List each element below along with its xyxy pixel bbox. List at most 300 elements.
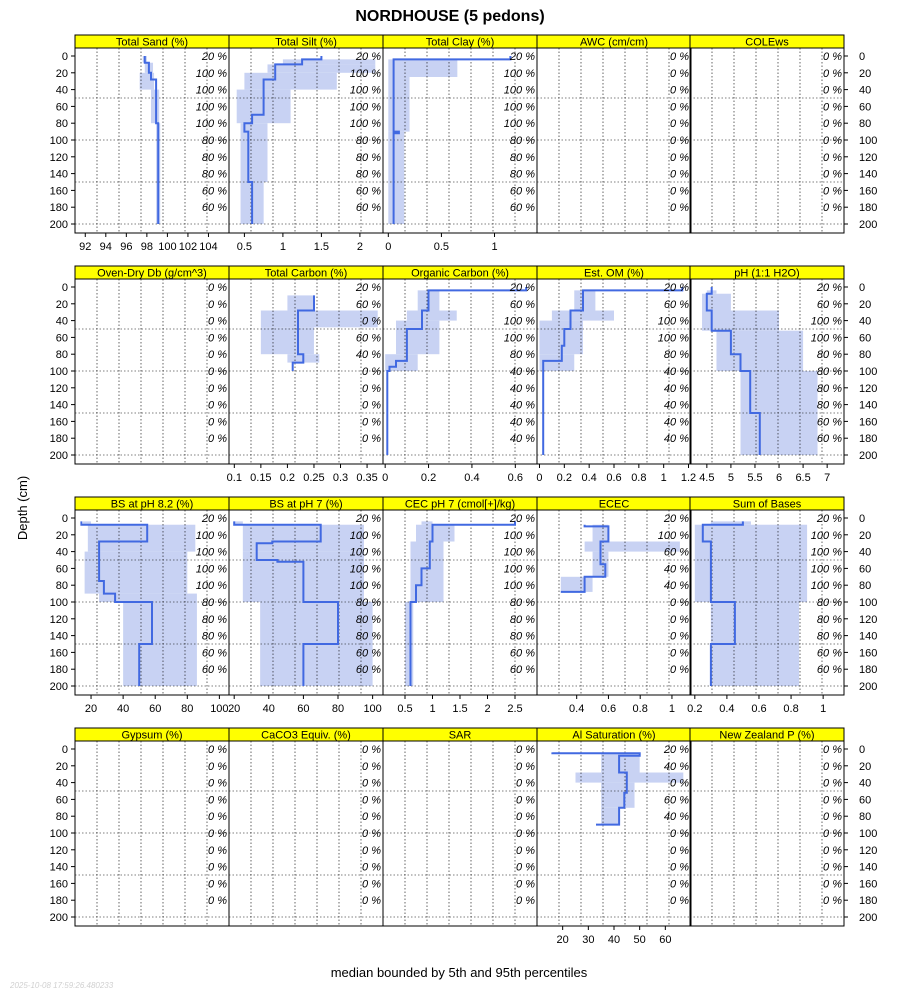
x-tick-label: 80 (331, 703, 345, 715)
depth-tick-label: 0 (61, 744, 68, 756)
pedon-count-label: 0 % (823, 878, 842, 891)
pedon-count-label: 0 % (362, 416, 381, 429)
panel (537, 728, 691, 946)
pedon-count-label: 60 % (201, 647, 227, 660)
x-tick-label: 0.5 (236, 241, 253, 253)
pedon-count-label: 0 % (823, 895, 842, 908)
pedon-count-label: 60 % (663, 298, 689, 311)
pedon-count-label: 100 % (195, 529, 227, 542)
pedon-count-label: 60 % (355, 332, 381, 345)
panel-title: Total Silt (%) (275, 36, 337, 49)
pedon-count-label: 80 % (816, 349, 842, 362)
pedon-count-label: 40 % (663, 580, 689, 593)
pedon-count-label: 0 % (670, 101, 689, 114)
depth-tick-label: 40 (859, 546, 872, 559)
pedon-count-label: 100 % (657, 315, 689, 328)
chart-title: NORDHOUSE (5 pedons) (355, 8, 545, 25)
pedon-count-label: 40 % (663, 366, 689, 378)
pedon-count-label: 80 % (816, 399, 842, 412)
pedon-count-label: 0 % (823, 51, 842, 63)
x-tick-label: 1 (429, 703, 436, 715)
pedon-count-label: 0 % (823, 777, 842, 790)
panel-frame (229, 741, 383, 926)
pedon-count-label: 20 % (663, 282, 689, 294)
x-tick-label: 0.8 (783, 703, 799, 715)
pedon-count-label: 40 % (509, 433, 535, 446)
pedon-count-label: 0 % (670, 828, 689, 840)
pedon-count-label: 0 % (516, 878, 535, 891)
pedon-count-label: 0 % (670, 844, 689, 857)
pedon-count-label: 40 % (509, 399, 535, 412)
pedon-count-label: 100 % (195, 67, 227, 80)
depth-tick-label: 100 (49, 828, 68, 840)
x-tick-label: 0.6 (507, 472, 523, 484)
depth-tick-label: 0 (859, 282, 866, 294)
x-tick-label: 0.4 (464, 472, 480, 484)
pedon-count-label: 60 % (355, 647, 381, 660)
depth-tick-label: 160 (859, 647, 878, 660)
band-group (388, 59, 457, 224)
depth-tick-label: 60 (55, 563, 68, 576)
pedon-count-label: 80 % (201, 597, 227, 609)
pedon-count-label: 80 % (201, 151, 227, 164)
depth-tick-label: 80 (859, 811, 872, 824)
depth-tick-label: 40 (55, 777, 68, 790)
pedon-count-label: 60 % (816, 647, 842, 660)
pedon-count-label: 0 % (208, 416, 227, 429)
percentile-band (552, 311, 614, 321)
pedon-count-label: 0 % (362, 895, 381, 908)
x-tick-label: 0 (382, 472, 389, 484)
x-tick-label: 80 (181, 703, 194, 715)
pedon-count-label: 80 % (816, 630, 842, 643)
depth-tick-label: 60 (55, 101, 68, 114)
x-tick-label: 20 (556, 934, 569, 946)
pedon-count-label: 100 % (349, 563, 381, 576)
pedon-count-label: 20 % (355, 513, 381, 525)
depth-tick-label: 180 (859, 202, 878, 215)
x-tick-label: 0.4 (569, 703, 585, 715)
grid-group (690, 48, 844, 233)
pedon-count-label: 0 % (823, 67, 842, 80)
x-tick-label: 60 (659, 934, 672, 946)
depth-tick-label: 20 (859, 298, 872, 311)
percentile-band (261, 311, 378, 328)
panel-title: BS at pH 8.2 (%) (110, 498, 194, 511)
percentile-band (388, 77, 409, 132)
depth-tick-label: 200 (49, 681, 68, 693)
panel-frame (75, 741, 229, 926)
x-tick-label: 2 (356, 241, 363, 253)
depth-tick-label: 20 (55, 298, 68, 311)
x-tick-label: 0.15 (250, 472, 272, 484)
panel (50, 497, 229, 715)
x-tick-label: 100 (210, 703, 229, 715)
pedon-count-label: 0 % (208, 315, 227, 328)
panel (537, 35, 691, 233)
depth-tick-label: 60 (859, 101, 872, 114)
x-tick-label: 6 (775, 472, 783, 484)
depth-tick-label: 120 (49, 844, 68, 857)
depth-tick-label: 80 (55, 349, 68, 362)
pedon-count-label: 0 % (670, 51, 689, 63)
pedon-count-label: 0 % (208, 433, 227, 446)
depth-tick-label: 0 (859, 513, 866, 525)
percentile-band (388, 59, 457, 77)
depth-tick-label: 180 (49, 895, 68, 908)
x-tick-label: 7 (824, 472, 831, 484)
depth-tick-label: 140 (49, 861, 68, 874)
pedon-count-label: 20 % (509, 51, 535, 63)
x-tick-label: 0.35 (356, 472, 378, 484)
pedon-count-label: 0 % (823, 794, 842, 807)
pedon-count-label: 0 % (362, 811, 381, 824)
pedon-count-label: 100 % (503, 67, 535, 80)
pedon-count-label: 0 % (516, 828, 535, 840)
band-group (539, 290, 614, 371)
x-tick-label: 6.5 (795, 472, 811, 484)
grid-group (383, 741, 537, 926)
pedon-count-label: 0 % (208, 844, 227, 857)
pedon-count-label: 80 % (816, 366, 842, 378)
panel-title: Gypsum (%) (121, 729, 183, 742)
pedon-count-label: 0 % (670, 630, 689, 643)
x-tick-label: 1 (491, 241, 498, 253)
pedon-count-label: 100 % (349, 101, 381, 114)
pedon-count-label: 80 % (509, 168, 535, 181)
x-tick-label: 40 (117, 703, 130, 715)
depth-tick-label: 20 (859, 529, 872, 542)
panel-title: COLEws (745, 36, 789, 49)
pedon-count-label: 40 % (663, 760, 689, 773)
depth-tick-label: 20 (859, 760, 872, 773)
grid-group (537, 48, 691, 233)
percentile-band (388, 132, 404, 224)
depth-tick-label: 180 (49, 664, 68, 677)
depth-tick-label: 40 (55, 546, 68, 559)
pedon-count-label: 0 % (208, 777, 227, 790)
pedon-count-label: 60 % (816, 433, 842, 446)
pedon-count-label: 0 % (670, 878, 689, 891)
panel-frame (537, 48, 691, 233)
pedon-count-label: 0 % (362, 760, 381, 773)
x-tick-label: 1.5 (452, 703, 468, 715)
depth-tick-label: 200 (49, 219, 68, 231)
pedon-count-label: 20 % (816, 513, 842, 525)
pedon-count-label: 80 % (663, 349, 689, 362)
pedon-count-label: 100 % (503, 546, 535, 559)
depth-tick-label: 40 (859, 315, 872, 328)
pedon-count-label: 60 % (509, 298, 535, 311)
depth-tick-label: 200 (859, 681, 878, 693)
depth-tick-label: 60 (859, 794, 872, 807)
pedon-count-label: 100 % (810, 546, 842, 559)
pedon-count-label: 60 % (509, 185, 535, 198)
pedon-count-label: 0 % (670, 202, 689, 215)
panel-title: BS at pH 7 (%) (269, 498, 343, 511)
panel-title: SAR (448, 729, 472, 742)
depth-tick-label: 100 (859, 366, 878, 378)
panel-title: CaCO3 Equiv. (%) (261, 729, 351, 742)
grid-group (229, 741, 383, 926)
pedon-count-label: 0 % (670, 67, 689, 80)
depth-tick-label: 40 (859, 777, 872, 790)
panel (383, 35, 537, 253)
depth-tick-label: 20 (55, 760, 68, 773)
pedon-count-label: 0 % (670, 777, 689, 790)
x-tick-label: 98 (140, 241, 153, 253)
pedon-count-label: 60 % (201, 202, 227, 215)
depth-tick-label: 140 (859, 630, 878, 643)
pedon-count-label: 100 % (503, 315, 535, 328)
pedon-count-label: 100 % (810, 315, 842, 328)
pedon-count-label: 0 % (362, 399, 381, 412)
x-tick-label: 0.6 (600, 703, 617, 715)
panel (50, 728, 229, 926)
depth-tick-label: 120 (859, 382, 878, 395)
pedon-count-label: 0 % (823, 760, 842, 773)
x-tick-label: 1 (820, 703, 827, 715)
depth-tick-label: 100 (49, 366, 68, 378)
percentile-band (396, 321, 439, 355)
band-group (385, 290, 457, 371)
pedon-count-label: 60 % (355, 298, 381, 311)
pedon-count-label: 40 % (663, 433, 689, 446)
panel (227, 266, 383, 484)
panel (229, 35, 383, 253)
pedon-count-label: 0 % (516, 844, 535, 857)
pedon-count-label: 80 % (201, 135, 227, 147)
pedon-count-label: 80 % (355, 597, 381, 609)
pedon-count-label: 60 % (816, 416, 842, 429)
pedon-count-label: 0 % (823, 84, 842, 97)
depth-tick-label: 140 (49, 630, 68, 643)
pedon-count-label: 0 % (670, 895, 689, 908)
depth-tick-label: 180 (859, 664, 878, 677)
pedon-count-label: 0 % (516, 744, 535, 756)
pedon-count-label: 100 % (349, 529, 381, 542)
pedon-count-label: 0 % (670, 185, 689, 198)
depth-tick-label: 200 (859, 450, 878, 462)
grid-group (75, 279, 229, 464)
depth-tick-label: 200 (859, 912, 878, 924)
depth-tick-label: 0 (61, 282, 68, 294)
depth-tick-label: 160 (49, 878, 68, 891)
depth-tick-label: 40 (55, 84, 68, 97)
percentile-band (576, 773, 684, 783)
x-tick-label: 4.5 (699, 472, 715, 484)
pedon-count-label: 100 % (349, 84, 381, 97)
depth-tick-label: 200 (49, 450, 68, 462)
pedon-count-label: 100 % (503, 332, 535, 345)
depth-tick-label: 20 (55, 67, 68, 80)
depth-tick-label: 180 (49, 433, 68, 446)
depth-tick-label: 160 (49, 647, 68, 660)
x-tick-label: 92 (79, 241, 92, 253)
panel-title: Total Carbon (%) (264, 267, 348, 280)
pedon-count-label: 20 % (816, 282, 842, 294)
pedon-count-label: 0 % (362, 878, 381, 891)
pedon-count-label: 80 % (509, 135, 535, 147)
x-tick-label: 0.2 (687, 703, 703, 715)
x-tick-label: 30 (582, 934, 595, 946)
x-tick-label: 40 (262, 703, 275, 715)
depth-tick-label: 80 (55, 811, 68, 824)
x-tick-label: 0.6 (751, 703, 767, 715)
pedon-count-label: 0 % (823, 202, 842, 215)
pedon-count-label: 40 % (509, 382, 535, 395)
depth-tick-label: 120 (49, 613, 68, 626)
pedon-count-label: 0 % (670, 151, 689, 164)
pedon-count-label: 100 % (810, 529, 842, 542)
pedon-count-label: 80 % (201, 630, 227, 643)
percentile-band (601, 808, 619, 825)
pedon-count-label: 100 % (195, 563, 227, 576)
x-tick-label: 0.2 (556, 472, 572, 484)
pedon-count-label: 80 % (509, 613, 535, 626)
depth-tick-label: 0 (859, 744, 866, 756)
pedon-count-label: 0 % (670, 613, 689, 626)
panel-frame (75, 279, 229, 464)
pedon-count-label: 0 % (362, 744, 381, 756)
pedon-count-label: 0 % (670, 84, 689, 97)
x-tick-label: 100 (363, 703, 382, 715)
pedon-count-label: 100 % (195, 84, 227, 97)
x-tick-label: 102 (178, 241, 198, 253)
pedon-count-label: 0 % (670, 647, 689, 660)
pedon-count-label: 0 % (823, 135, 842, 147)
depth-tick-label: 80 (859, 580, 872, 593)
pedon-count-label: 40 % (509, 416, 535, 429)
pedon-count-label: 60 % (509, 202, 535, 215)
panel-frame (690, 741, 844, 926)
pedon-count-label: 60 % (509, 664, 535, 677)
pedon-count-label: 0 % (208, 399, 227, 412)
grid-group (75, 741, 229, 926)
x-tick-label: 1.5 (313, 241, 330, 253)
pedon-count-label: 0 % (208, 895, 227, 908)
depth-tick-label: 0 (859, 51, 866, 63)
x-tick-label: 20 (228, 703, 241, 715)
depth-tick-label: 100 (859, 135, 878, 147)
depth-tick-label: 160 (859, 416, 878, 429)
pedon-count-label: 100 % (503, 84, 535, 97)
pedon-count-label: 100 % (657, 332, 689, 345)
pedon-count-label: 0 % (208, 794, 227, 807)
pedon-count-label: 20 % (355, 282, 381, 294)
percentile-band (151, 90, 159, 124)
x-tick-label: 1 (279, 241, 286, 253)
depth-tick-label: 200 (859, 219, 878, 231)
depth-tick-label: 160 (859, 878, 878, 891)
pedon-count-label: 0 % (208, 828, 227, 840)
pedon-count-label: 20 % (201, 51, 227, 63)
pedon-count-label: 100 % (349, 546, 381, 559)
x-tick-label: 0.1 (226, 472, 242, 484)
x-tick-label: 50 (633, 934, 646, 946)
pedon-count-label: 0 % (823, 185, 842, 198)
pedon-count-label: 0 % (516, 811, 535, 824)
pedon-count-label: 60 % (355, 202, 381, 215)
pedon-count-label: 80 % (201, 613, 227, 626)
pedon-count-label: 100 % (657, 529, 689, 542)
pedon-count-label: 80 % (816, 613, 842, 626)
panel (537, 497, 691, 715)
pedon-count-label: 0 % (516, 861, 535, 874)
depth-tick-label: 20 (55, 529, 68, 542)
pedon-count-label: 0 % (208, 382, 227, 395)
panel-title: Total Clay (%) (425, 36, 495, 49)
depth-tick-label: 80 (55, 580, 68, 593)
panel (383, 728, 537, 926)
pedon-count-label: 100 % (349, 67, 381, 80)
panel-title: New Zealand P (%) (719, 729, 815, 742)
y-axis-label: Depth (cm) (15, 475, 30, 541)
x-tick-label: 0.25 (303, 472, 325, 484)
pedon-count-label: 40 % (509, 366, 535, 378)
x-tick-label: 2.5 (507, 703, 523, 715)
pedon-count-label: 40 % (663, 563, 689, 576)
panel-title: AWC (cm/cm) (579, 36, 649, 49)
pedon-count-label: 0 % (823, 811, 842, 824)
pedon-count-label: 40 % (663, 416, 689, 429)
panel (382, 266, 537, 484)
x-tick-label: 1 (668, 703, 676, 715)
pedon-count-label: 60 % (201, 185, 227, 198)
depth-tick-label: 40 (55, 315, 68, 328)
pedon-count-label: 0 % (362, 844, 381, 857)
depth-tick-label: 120 (859, 844, 878, 857)
pedon-count-label: 40 % (663, 811, 689, 824)
pedon-count-label: 80 % (355, 613, 381, 626)
pedon-count-label: 100 % (503, 563, 535, 576)
x-tick-label: 100 (158, 241, 177, 253)
x-tick-label: 20 (84, 703, 98, 715)
pedon-count-label: 20 % (509, 282, 535, 294)
panel-grid (50, 35, 878, 946)
pedon-count-label: 0 % (362, 366, 381, 378)
pedon-count-label: 0 % (208, 349, 227, 362)
pedon-count-label: 100 % (810, 580, 842, 593)
percentile-band (261, 327, 314, 354)
pedon-count-label: 60 % (355, 664, 381, 677)
pedon-count-label: 0 % (670, 597, 689, 609)
pedon-count-label: 40 % (355, 349, 381, 362)
pedon-count-label: 0 % (670, 664, 689, 677)
pedon-count-label: 20 % (355, 51, 381, 63)
x-tick-label: 60 (149, 703, 162, 715)
panel-title: pH (1:1 H2O) (734, 267, 800, 280)
pedon-count-label: 100 % (503, 101, 535, 114)
pedon-count-label: 100 % (195, 101, 227, 114)
depth-tick-label: 60 (55, 332, 68, 345)
x-tick-label: 40 (607, 934, 621, 946)
pedon-count-label: 0 % (670, 861, 689, 874)
panel-title: Sum of Bases (732, 498, 802, 511)
panel-title: ECEC (598, 498, 630, 511)
depth-tick-label: 80 (859, 349, 872, 362)
percentile-band (702, 311, 779, 331)
x-axis-caption: median bounded by 5th and 95th percentiles (330, 965, 588, 980)
depth-tick-label: 160 (859, 185, 878, 198)
pedon-count-label: 0 % (823, 861, 842, 874)
pedon-count-label: 80 % (355, 168, 381, 181)
pedon-count-label: 60 % (509, 647, 535, 660)
x-tick-label: 5 (727, 472, 734, 484)
pedon-count-label: 40 % (663, 382, 689, 395)
pedon-count-label: 80 % (509, 630, 535, 643)
depth-tick-label: 140 (859, 399, 878, 412)
